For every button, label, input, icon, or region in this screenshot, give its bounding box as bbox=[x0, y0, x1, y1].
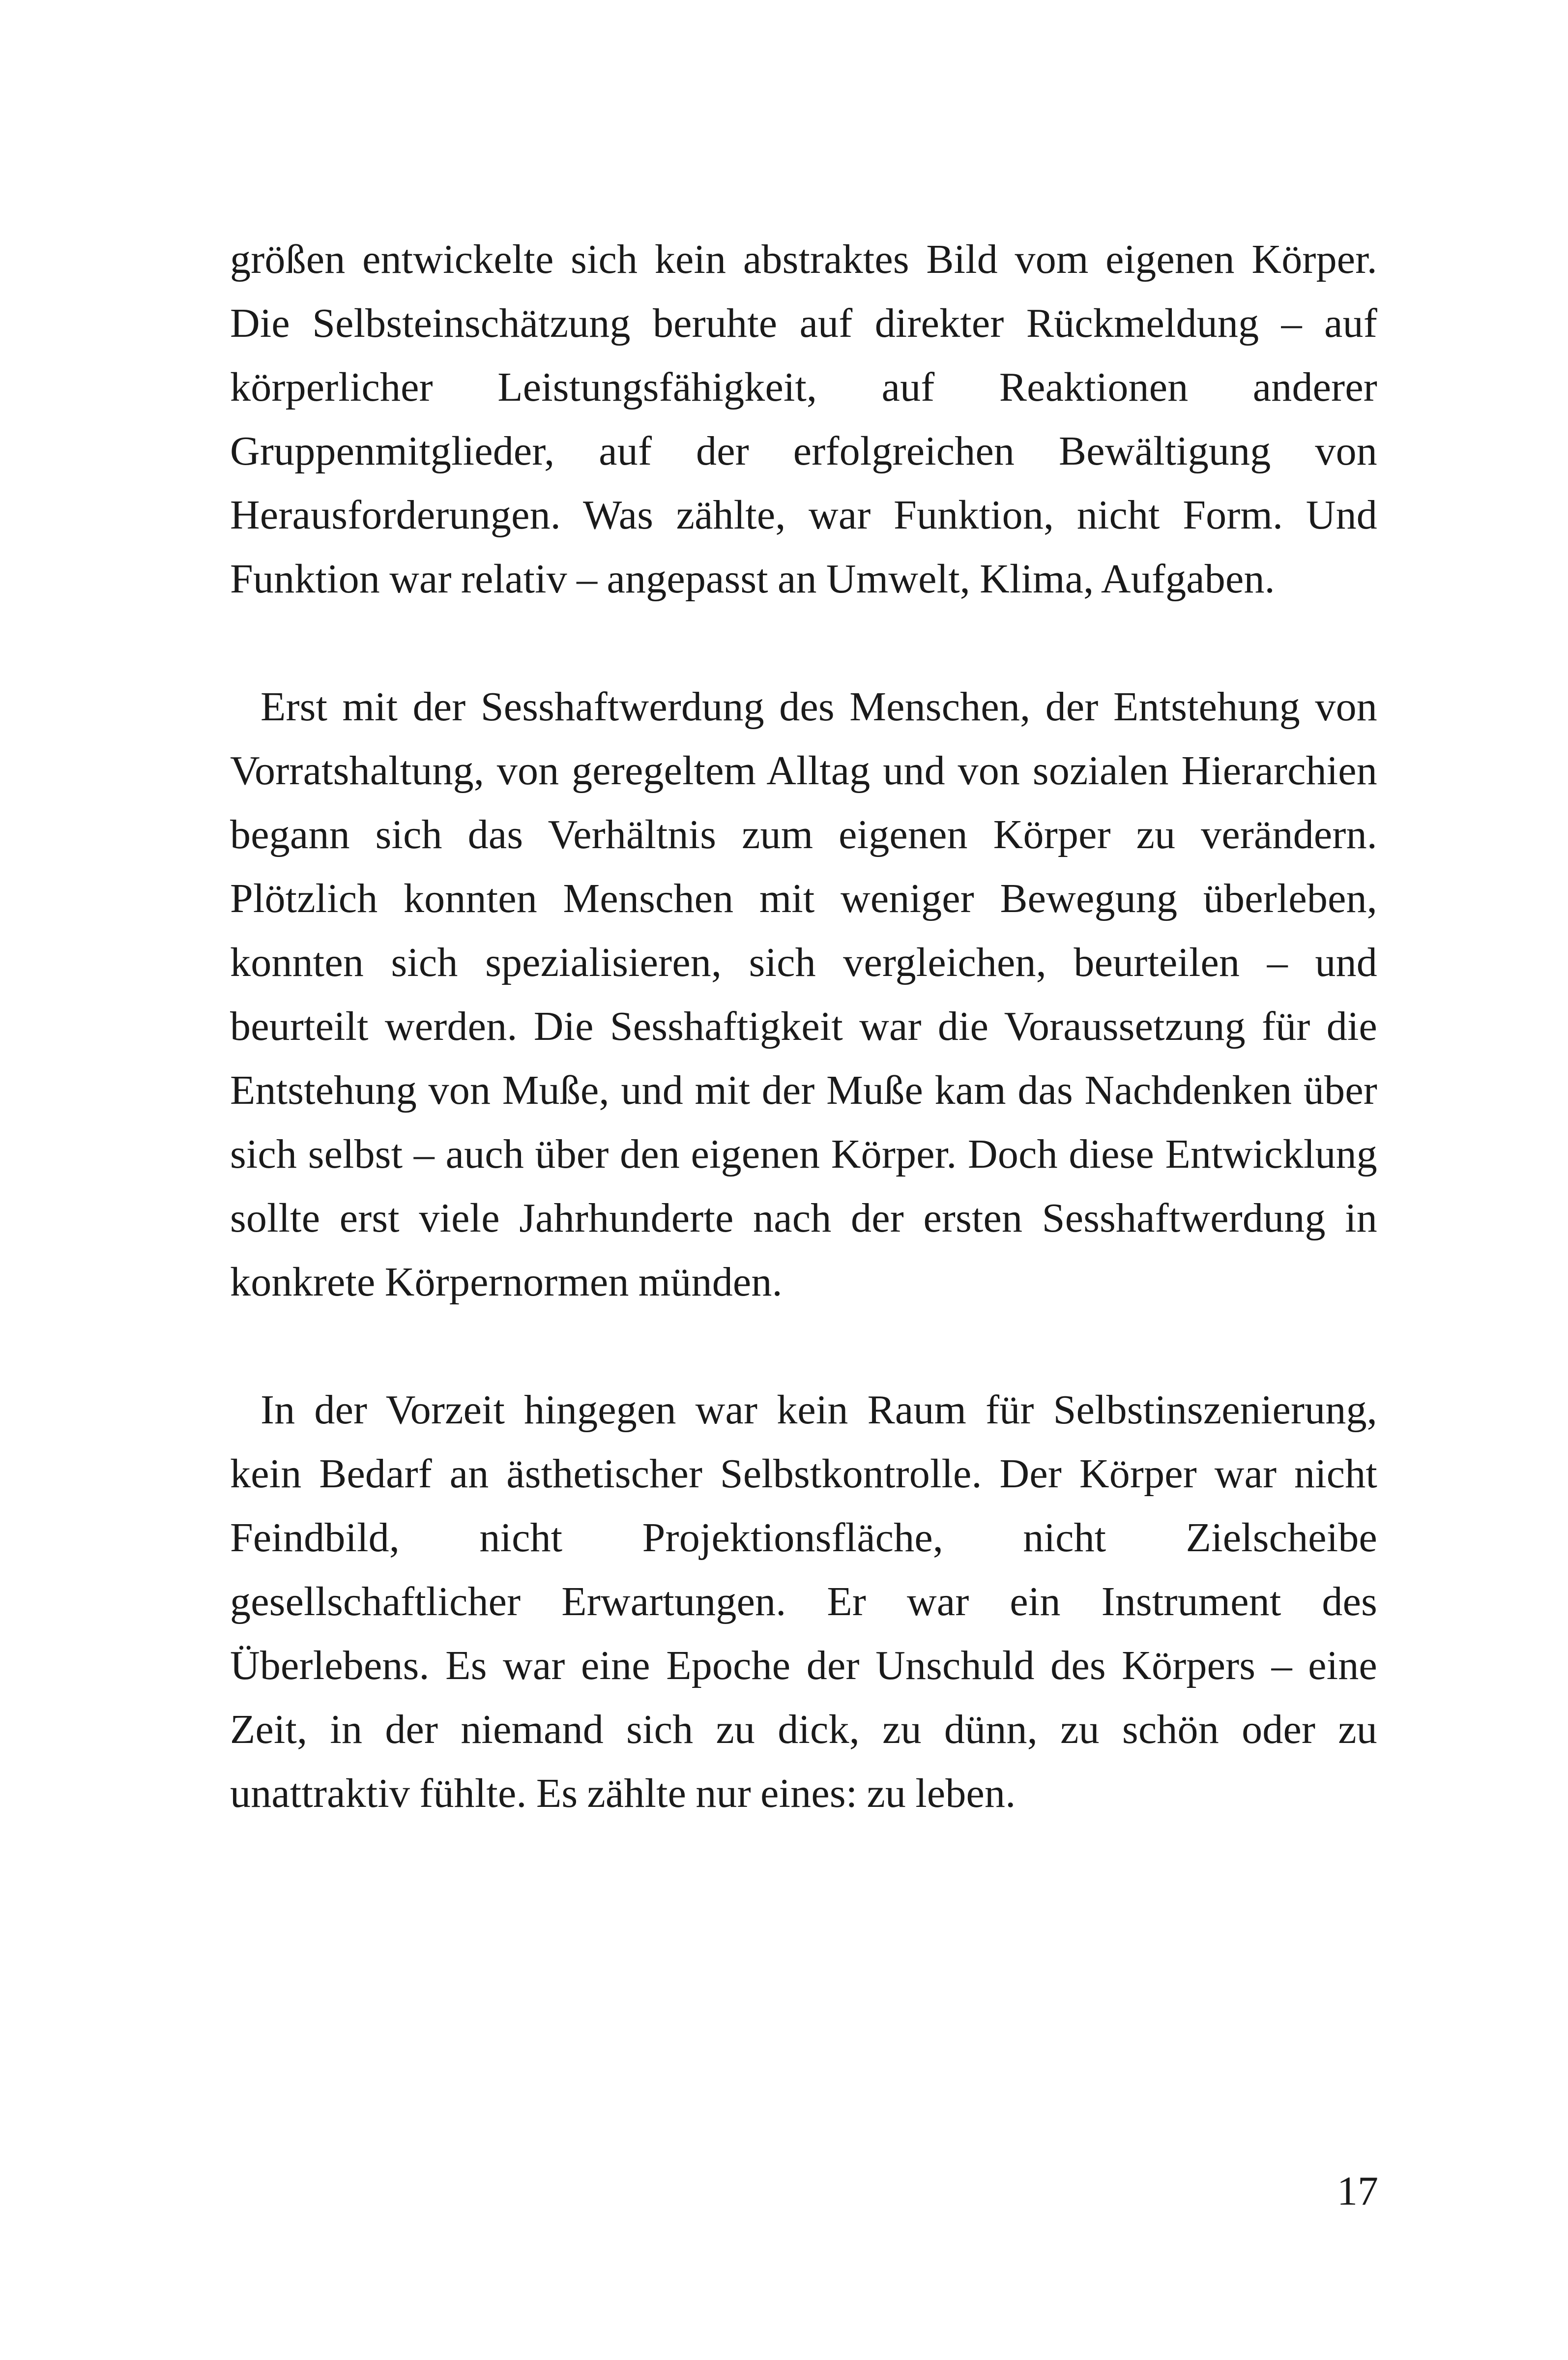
page-number: 17 bbox=[1337, 2168, 1378, 2214]
paragraph-vorzeit: In der Vorzeit hingegen war kein Raum für Selbstinszenierung, kein Bedarf an ästhetischer Selbstkontrolle. Der Körper war nicht Feindbild, nicht Projektionsfläche, nicht Zielscheibe gesellschaftlicher Erwartungen. Er war ein Instrument des Überlebens. Es war eine Epoche der Unschuld des Körpers – eine Zeit, in der niemand sich zu dick, zu dünn, zu schön oder zu unattraktiv fühlte. Es zählte nur eines: zu leben. bbox=[230, 1387, 1377, 1816]
paragraph-sesshaftwerdung: Erst mit der Sesshaftwerdung des Menschen, der Entstehung von Vorratshaltung, von geregeltem Alltag und von sozialen Hierarchien begann sich das Verhältnis zum eigenen Körper zu verändern. Plötzlich konnten Menschen mit weniger Bewegung überleben, konnten sich spezialisieren, sich vergleichen, beurteilen – und beurteilt werden. Die Sesshaftigkeit war die Voraussetzung für die Entstehung von Muße, und mit der Muße kam das Nachdenken über sich selbst – auch über den eigenen Körper. Doch diese Entwicklung sollte erst viele Jahrhunderte nach der ersten Sesshaftwerdung in konkrete Körpernormen münden. bbox=[230, 684, 1377, 1305]
paragraph-continued: größen entwickelte sich kein abstraktes Bild vom eigenen Körper. Die Selbsteinschätzung beruhte auf direkter Rückmeldung – auf körperlicher Leistungsfähigkeit, auf Reaktionen anderer Gruppenmitglieder, auf der erfolgreichen Bewältigung von Herausforderungen. Was zählte, war Funktion, nicht Form. Und Funktion war relativ – angepasst an Umwelt, Klima, Aufgaben. bbox=[230, 236, 1377, 602]
body-text bbox=[230, 228, 1377, 1826]
